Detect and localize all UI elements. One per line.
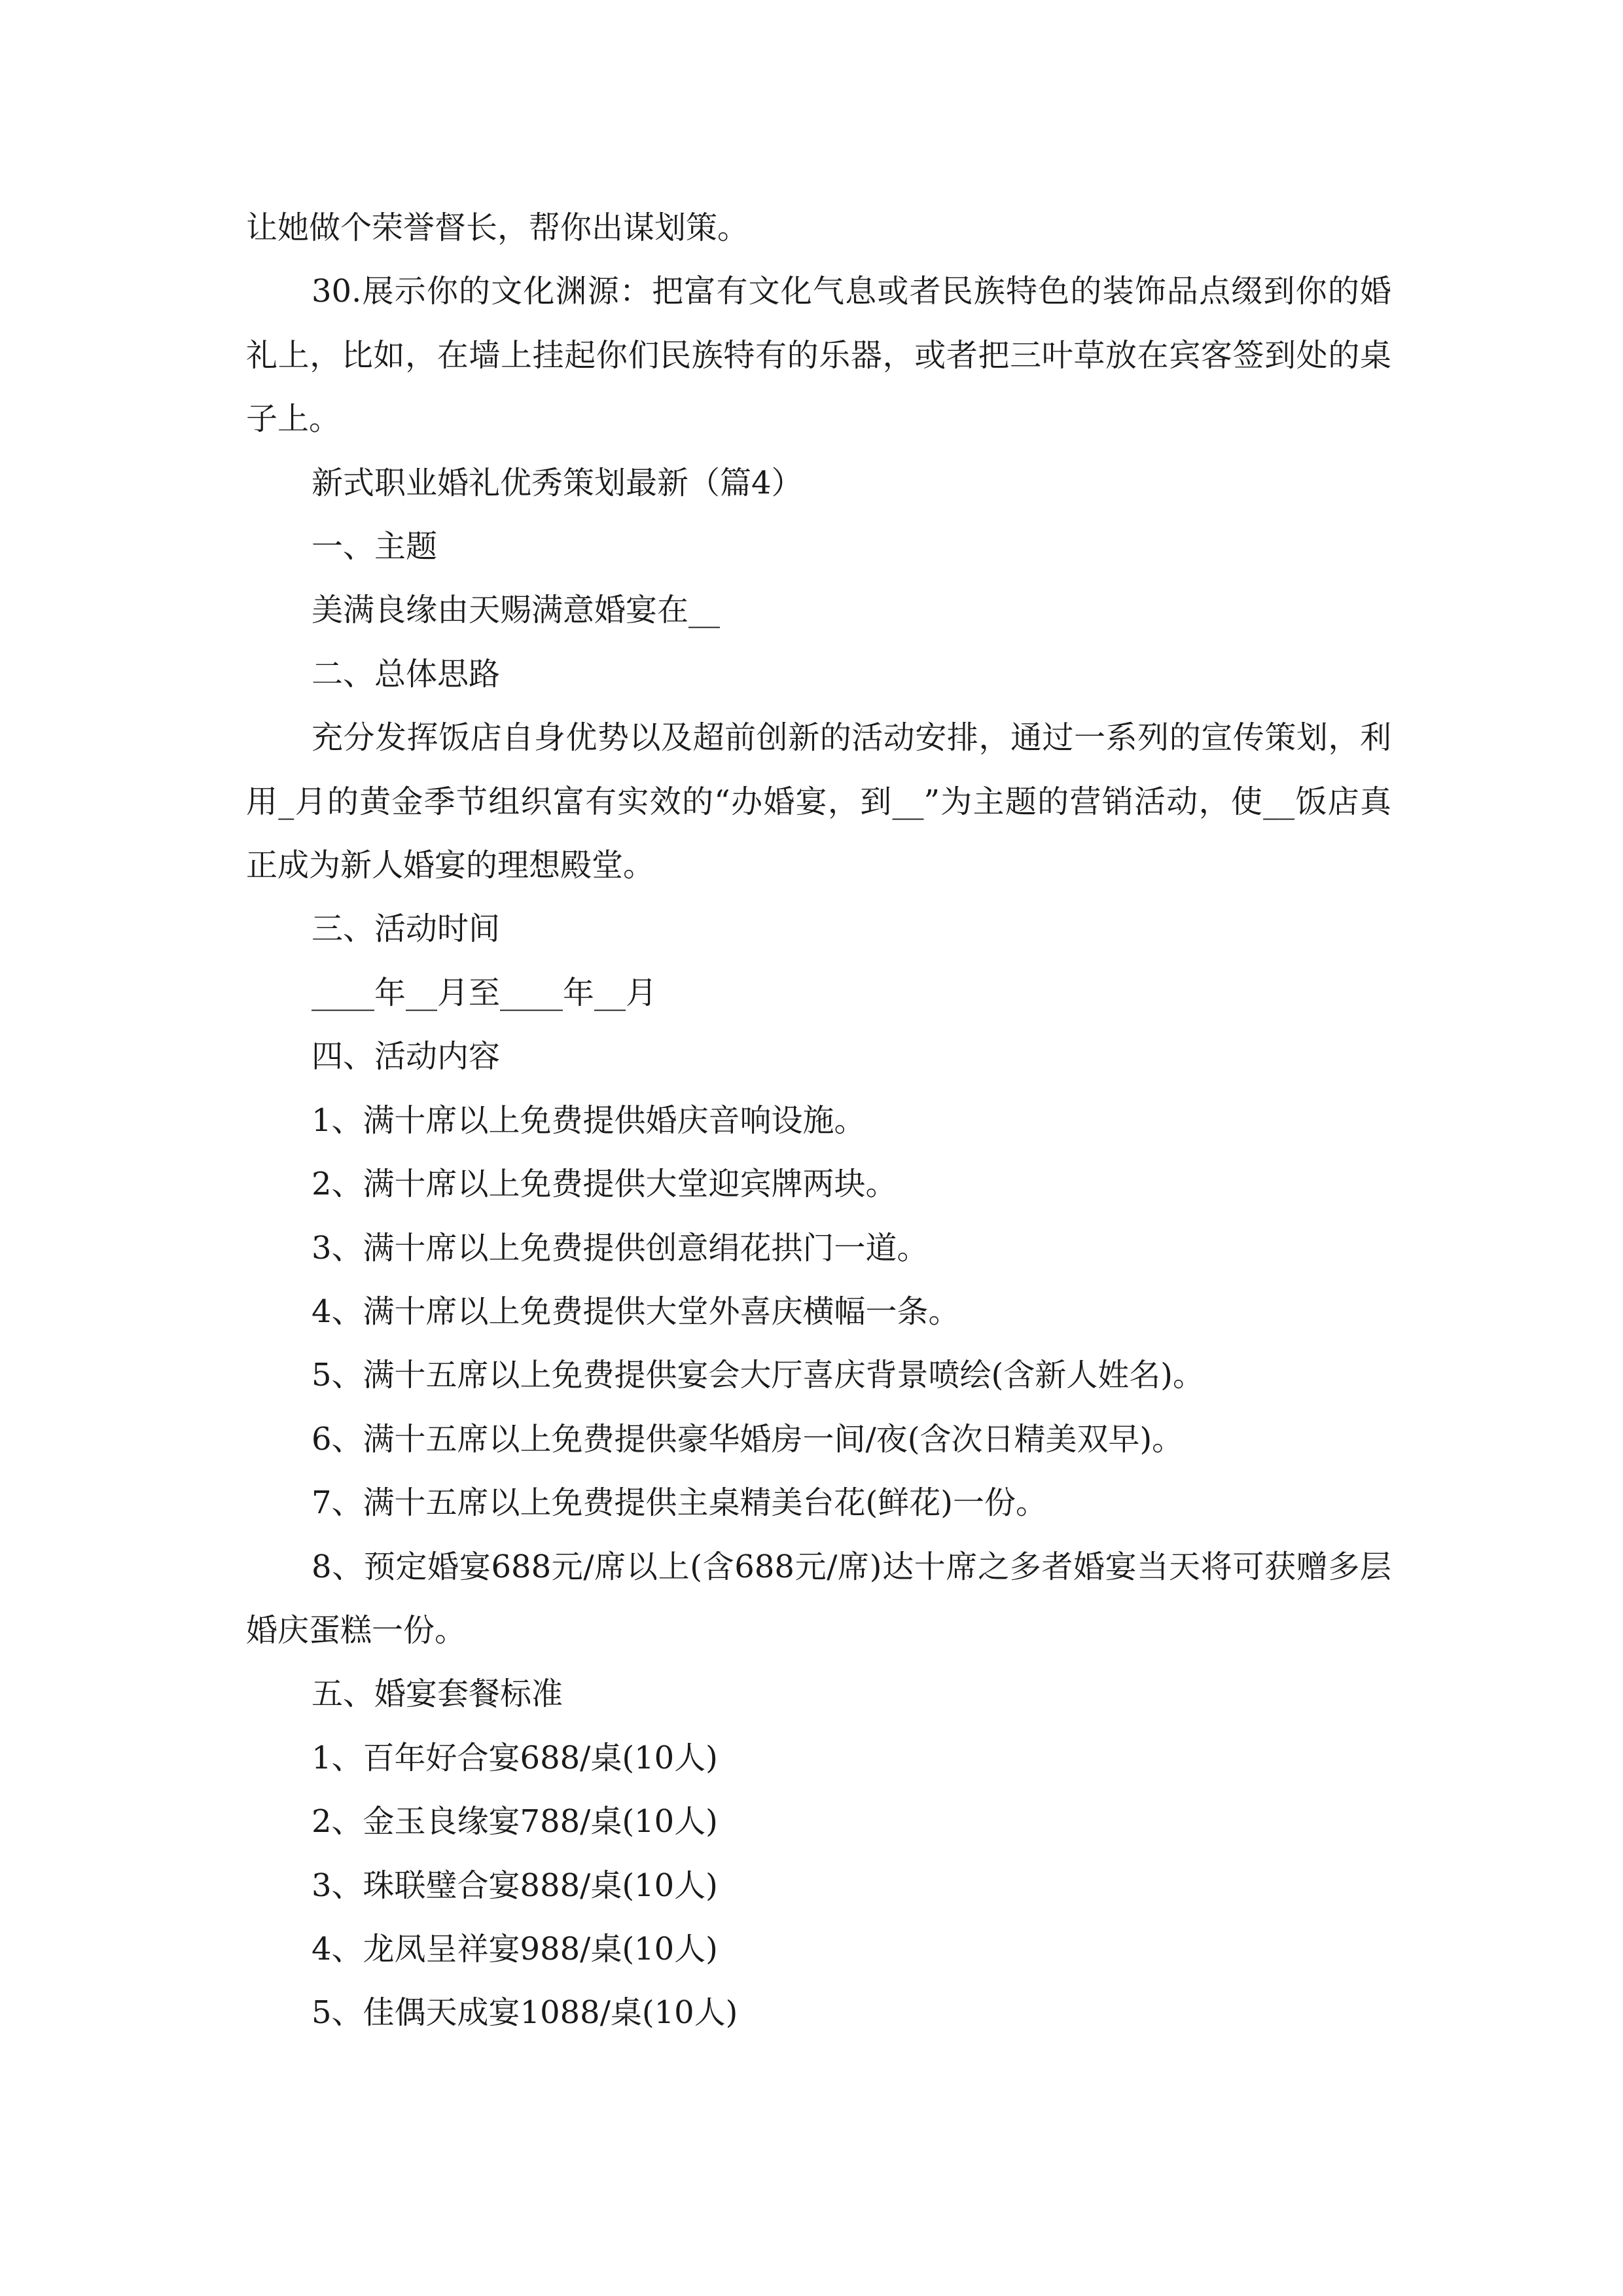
list-item: 1、满十席以上免费提供婚庆音响设施。 bbox=[312, 1102, 866, 1139]
list-item: 8、预定婚宴688元/席以上(含688元/席)达十席之多者婚宴当天将可获赠多层婚庆蛋糕一份。 bbox=[246, 1548, 1391, 1649]
document-body bbox=[246, 196, 1391, 2045]
section-title: 新式职业婚礼优秀策划最新（篇4） bbox=[312, 464, 803, 501]
list-item: 7、满十五席以上免费提供主桌精美台花(鲜花)一份。 bbox=[312, 1484, 1047, 1522]
list-item: 3、满十席以上免费提供创意绢花拱门一道。 bbox=[312, 1229, 929, 1266]
package-item: 1、百年好合宴688/桌(10人) bbox=[312, 1739, 718, 1776]
list-item: 6、满十五席以上免费提供豪华婚房一间/夜(含次日精美双早)。 bbox=[312, 1420, 1184, 1458]
heading-activity-time: 三、活动时间 bbox=[312, 910, 501, 948]
list-item: 2、满十席以上免费提供大堂迎宾牌两块。 bbox=[312, 1166, 897, 1203]
package-item: 3、珠联璧合宴888/桌(10人) bbox=[312, 1867, 718, 1904]
paragraph-overall-idea: 充分发挥饭店自身优势以及超前创新的活动安排，通过一系列的宣传策划，利用_月的黄金季节组织富有实效的“办婚宴，到__”为主题的营销活动，使__饭店真正成为新人婚宴的理想殿堂。 bbox=[246, 719, 1391, 884]
list-item: 4、满十席以上免费提供大堂外喜庆横幅一条。 bbox=[312, 1293, 960, 1330]
paragraph-tip-30: 30.展示你的文化渊源：把富有文化气息或者民族特色的装饰品点缀到你的婚礼上，比如，在墙上挂起你们民族特有的乐器，或者把三叶草放在宾客签到处的桌子上。 bbox=[246, 273, 1391, 438]
paragraph-continuation: 让她做个荣誉督长，帮你出谋划策。 bbox=[246, 209, 749, 246]
heading-overall-idea: 二、总体思路 bbox=[312, 655, 501, 692]
paragraph-activity-time: ____年__月至____年__月 bbox=[312, 974, 658, 1011]
package-item: 5、佳偶天成宴1088/桌(10人) bbox=[312, 1994, 738, 2032]
package-item: 4、龙凤呈祥宴988/桌(10人) bbox=[312, 1930, 718, 1967]
list-item: 5、满十五席以上免费提供宴会大厅喜庆背景喷绘(含新人姓名)。 bbox=[312, 1357, 1204, 1394]
heading-package-standards: 五、婚宴套餐标准 bbox=[312, 1676, 563, 1713]
heading-theme: 一、主题 bbox=[312, 528, 438, 565]
paragraph-theme: 美满良缘由天赐满意婚宴在__ bbox=[312, 592, 721, 629]
heading-activity-content: 四、活动内容 bbox=[312, 1038, 501, 1075]
package-item: 2、金玉良缘宴788/桌(10人) bbox=[312, 1803, 718, 1840]
